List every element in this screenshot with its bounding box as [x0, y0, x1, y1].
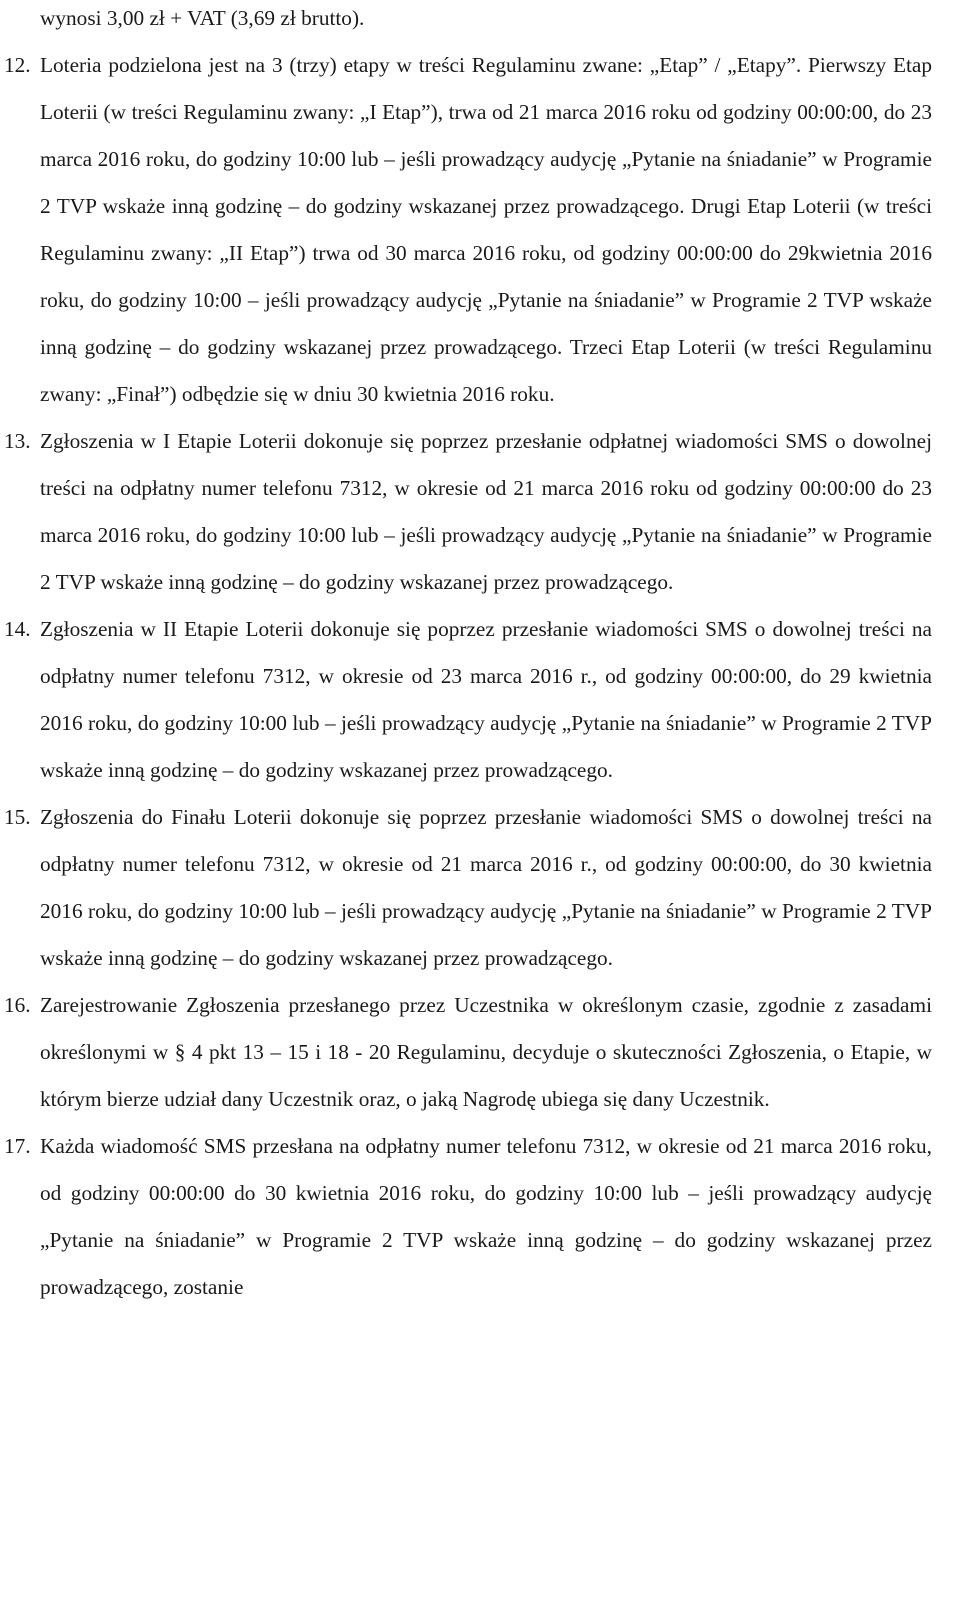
item-text: Zgłoszenia do Finału Loterii dokonuje się poprzez przesłanie wiadomości SMS o dowolnej treści na odpłatny numer telefonu 7312, w okresie od 21 marca 2016 r., od godziny 00:00:00, do 30 kwietnia 2016 roku, do godziny 10:00 lub – jeśli prowadzący audycję „Pytanie na śniadanie” w Programie 2 TVP wskaże inną godzinę – do godziny wskazanej przez prowadzącego.: [40, 805, 932, 970]
list-item-16: [4, 982, 932, 1123]
item-text: Loteria podzielona jest na 3 (trzy) etapy w treści Regulaminu zwane: „Etap” / „Etapy”. Pierwszy Etap Loterii (w treści Regulaminu zwany: „I Etap”), trwa od 21 marca 2016 roku od godziny 00:00:00, do 23 marca 2016 roku, do godziny 10:00 lub – jeśli prowadzący audycję „Pytanie na śniadanie” w Programie 2 TVP wskaże inną godzinę – do godziny wskazanej przez prowadzącego. Drugi Etap Loterii (w treści Regulaminu zwany: „II Etap”) trwa od 30 marca 2016 roku, od godziny 00:00:00 do 29kwietnia 2016 roku, do godziny 10:00 – jeśli prowadzący audycję „Pytanie na śniadanie” w Programie 2 TVP wskaże inną godzinę – do godziny wskazanej przez prowadzącego. Trzeci Etap Loterii (w treści Regulaminu zwany: „Finał”) odbędzie się w dniu 30 kwietnia 2016 roku.: [40, 53, 932, 406]
item-number: 17.: [4, 1134, 31, 1158]
item-number: 12.: [4, 53, 31, 77]
item-text: Zarejestrowanie Zgłoszenia przesłanego przez Uczestnika w określonym czasie, zgodnie z zasadami określonymi w § 4 pkt 13 – 15 i 18 - 20 Regulaminu, decyduje o skuteczności Zgłoszenia, o Etapie, w którym bierze udział dany Uczestnik oraz, o jaką Nagrodę ubiega się dany Uczestnik.: [40, 993, 932, 1111]
list-item-15: [4, 794, 932, 982]
list-item-14: [4, 606, 932, 794]
list-item-17: [4, 1123, 932, 1311]
item-number: 16.: [4, 993, 31, 1017]
intro-line: wynosi 3,00 zł + VAT (3,69 zł brutto).: [40, 6, 365, 30]
item-number: 13.: [4, 429, 31, 453]
item-text: Zgłoszenia w II Etapie Loterii dokonuje się poprzez przesłanie wiadomości SMS o dowolnej treści na odpłatny numer telefonu 7312, w okresie od 23 marca 2016 r., od godziny 00:00:00, do 29 kwietnia 2016 roku, do godziny 10:00 lub – jeśli prowadzący audycję „Pytanie na śniadanie” w Programie 2 TVP wskaże inną godzinę – do godziny wskazanej przez prowadzącego.: [40, 617, 932, 782]
list-item-13: [4, 418, 932, 606]
item-text: Zgłoszenia w I Etapie Loterii dokonuje się poprzez przesłanie odpłatnej wiadomości SMS o dowolnej treści na odpłatny numer telefonu 7312, w okresie od 21 marca 2016 roku od godziny 00:00:00 do 23 marca 2016 roku, do godziny 10:00 lub – jeśli prowadzący audycję „Pytanie na śniadanie” w Programie 2 TVP wskaże inną godzinę – do godziny wskazanej przez prowadzącego.: [40, 429, 932, 594]
list-item-12: [4, 42, 932, 418]
item-number: 14.: [4, 617, 31, 641]
item-number: 15.: [4, 805, 31, 829]
item-text: Każda wiadomość SMS przesłana na odpłatny numer telefonu 7312, w okresie od 21 marca 2016 roku, od godziny 00:00:00 do 30 kwietnia 2016 roku, do godziny 10:00 lub – jeśli prowadzący audycję „Pytanie na śniadanie” w Programie 2 TVP wskaże inną godzinę – do godziny wskazanej przez prowadzącego, zostanie: [40, 1134, 932, 1299]
